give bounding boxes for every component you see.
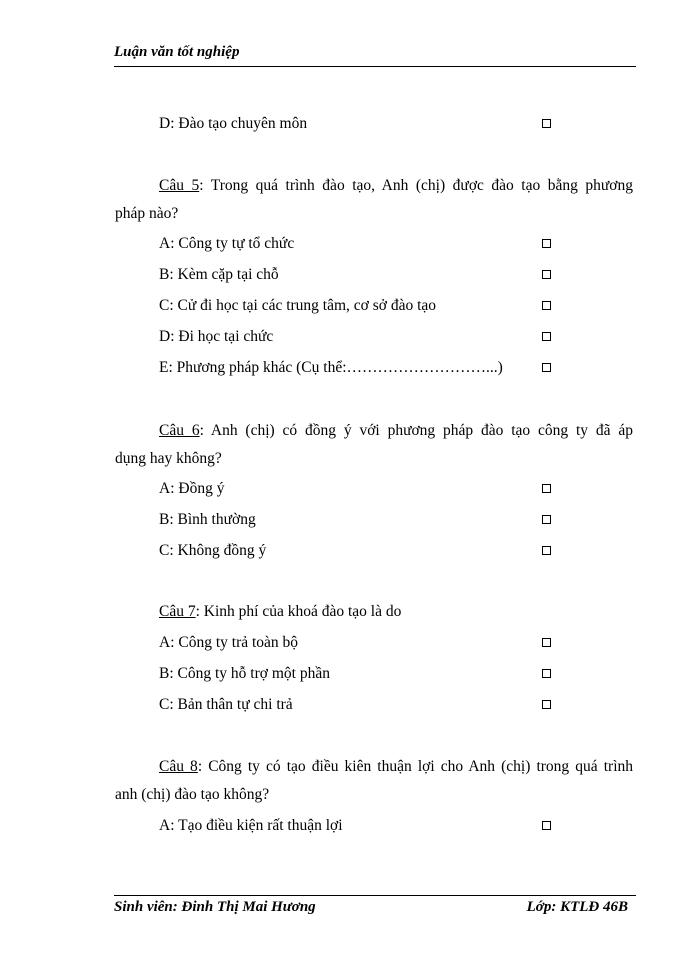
page-header: Luận văn tốt nghiệp: [114, 44, 240, 60]
question-text-line1: : Trong quá trình đào tạo, Anh (chị) được đào tạo bằng phương: [199, 177, 633, 194]
option-label: A: Công ty trả toàn bộ: [159, 634, 299, 651]
q5-option-d: [159, 328, 559, 350]
footer-class: Lớp: KTLĐ 46B: [526, 899, 628, 915]
option-label: D: Đào tạo chuyên môn: [159, 115, 308, 132]
q6-option-a: [159, 480, 559, 502]
checkbox[interactable]: [542, 363, 551, 372]
option-label: C: Bản thân tự chi trả: [159, 696, 293, 713]
option-label: B: Kèm cặp tại chỗ: [159, 266, 279, 283]
option-label: E: Phương pháp khác (Cụ thể:………………………...): [159, 359, 503, 376]
checkbox[interactable]: [542, 515, 551, 524]
q7-option-c: [159, 696, 559, 718]
checkbox[interactable]: [542, 700, 551, 709]
q8-option-a: [159, 817, 559, 839]
option-label: A: Tạo điều kiện rất thuận lợi: [159, 817, 343, 834]
footer-rule: [114, 895, 636, 896]
checkbox[interactable]: [542, 119, 551, 128]
checkbox[interactable]: [542, 669, 551, 678]
q4-option-d: [159, 115, 559, 137]
q5-option-a: [159, 235, 559, 257]
checkbox[interactable]: [542, 638, 551, 647]
q5-option-c: [159, 297, 559, 319]
question-7: [159, 603, 401, 621]
checkbox[interactable]: [542, 546, 551, 555]
question-6: [115, 417, 633, 473]
option-label: C: Không đồng ý: [159, 542, 267, 559]
question-8: [115, 753, 633, 809]
option-label: D: Đi học tại chức: [159, 328, 274, 345]
q5-option-e: [159, 359, 559, 381]
q5-option-b: [159, 266, 559, 288]
checkbox[interactable]: [542, 301, 551, 310]
checkbox[interactable]: [542, 821, 551, 830]
checkbox[interactable]: [542, 270, 551, 279]
question-text-line1: : Anh (chị) có đồng ý với phương pháp đào tạo công ty đã áp: [199, 422, 634, 439]
option-label: B: Bình thường: [159, 511, 256, 528]
question-text-line2: pháp nào?: [115, 205, 179, 222]
q7-option-a: [159, 634, 559, 656]
question-label: Câu 5: [159, 177, 200, 194]
q6-option-c: [159, 542, 559, 564]
option-label: C: Cử đi học tại các trung tâm, cơ sở đào tạo: [159, 297, 437, 314]
question-text: : Kinh phí của khoá đào tạo là do: [195, 603, 402, 620]
checkbox[interactable]: [542, 484, 551, 493]
question-label: Câu 6: [159, 422, 200, 439]
checkbox[interactable]: [542, 332, 551, 341]
option-label: A: Công ty tự tổ chức: [159, 235, 295, 252]
q7-option-b: [159, 665, 559, 687]
question-label: Câu 7: [159, 603, 196, 620]
question-text-line1: : Công ty có tạo điều kiên thuận lợi cho Anh (chị) trong quá trình: [197, 758, 634, 775]
checkbox[interactable]: [542, 239, 551, 248]
footer-student: Sinh viên: Đinh Thị Mai Hương: [114, 899, 316, 915]
question-label: Câu 8: [159, 758, 198, 775]
question-text-line2: dụng hay không?: [115, 450, 222, 467]
option-label: B: Công ty hỗ trợ một phần: [159, 665, 330, 682]
q6-option-b: [159, 511, 559, 533]
question-text-line2: anh (chị) đào tạo không?: [115, 786, 270, 803]
header-rule: [114, 66, 636, 67]
question-5: [115, 172, 633, 228]
option-label: A: Đồng ý: [159, 480, 225, 497]
